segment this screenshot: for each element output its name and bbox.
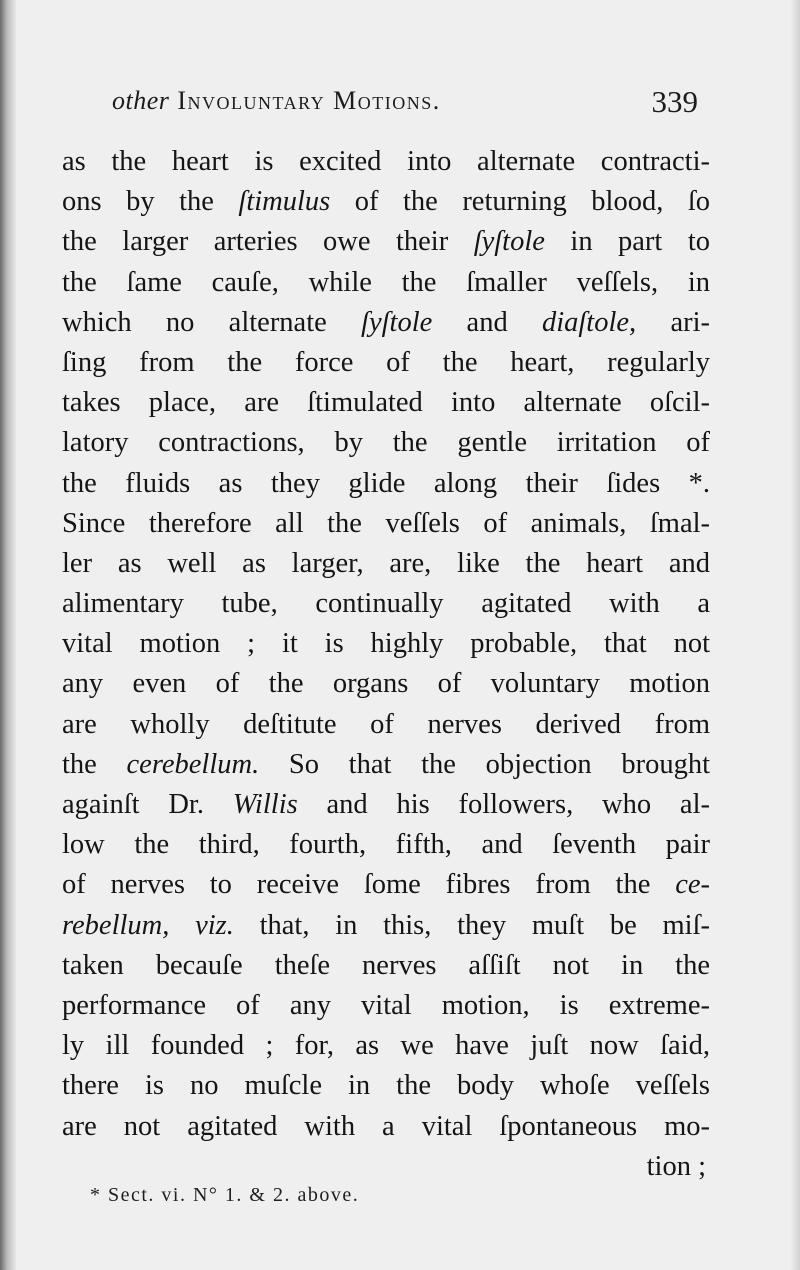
text-segment: the larger arteries owe their (62, 226, 474, 258)
text-segment: that, in this, they muſt be miſ- (233, 909, 710, 941)
italic-text-segment: ce- (675, 869, 710, 901)
text-line (62, 423, 710, 463)
italic-text-segment: ſyſtole (473, 226, 545, 258)
italic-text-segment: cerebellum. (126, 748, 260, 780)
text-line (62, 705, 710, 745)
text-segment: ly ill founded ; for, as we have juſt now ſaid, (62, 1030, 710, 1062)
text-line (62, 1066, 710, 1106)
text-line (62, 785, 710, 825)
text-segment: of the returning blood, ſo (330, 186, 710, 218)
text-segment: latory contractions, by the gentle irritation of (62, 427, 710, 459)
body-text (62, 142, 710, 1187)
text-segment: ari- (636, 306, 710, 338)
text-line (62, 825, 710, 865)
text-line (62, 986, 710, 1026)
text-line (62, 1107, 710, 1147)
text-segment: Since therefore all the veſſels of animals, ſmal- (62, 507, 710, 539)
text-segment: in part to (544, 226, 710, 258)
text-segment: and (432, 306, 542, 338)
text-line (62, 142, 710, 182)
text-line (62, 865, 710, 905)
text-segment: taken becauſe theſe nerves aſſiſt not in the (62, 949, 710, 981)
text-segment: the fluids as they glide along their ſides *. (62, 467, 710, 499)
text-segment: are not agitated with a vital ſpontaneous mo- (62, 1110, 710, 1142)
text-line (62, 1147, 710, 1187)
running-title (112, 86, 441, 116)
text-segment: ſing from the force of the heart, regularly (62, 346, 710, 378)
text-line (62, 504, 710, 544)
text-segment: takes place, are ſtimulated into alternate oſcil- (62, 387, 710, 419)
italic-text-segment: ſtimulus (238, 186, 331, 218)
text-segment: which no alternate (62, 306, 362, 338)
italic-text-segment: Willis (232, 789, 298, 820)
italic-text-segment: rebellum, viz. (62, 909, 234, 941)
text-line (62, 946, 710, 986)
text-segment: performance of any vital motion, is extreme- (62, 989, 710, 1021)
text-line (62, 383, 710, 423)
text-line (62, 464, 710, 504)
text-line (62, 182, 710, 222)
binding-gutter-shadow (0, 0, 16, 1270)
text-line (62, 584, 710, 624)
text-segment: alimentary tube, continually agitated with a (62, 588, 710, 620)
text-line (62, 544, 710, 584)
text-segment: the ſame cauſe, while the ſmaller veſſels, in (62, 266, 710, 298)
footnote: * Sect. vi. N° 1. & 2. above. (90, 1184, 360, 1206)
text-line (62, 624, 710, 664)
text-segment: vital motion ; it is highly probable, that not (62, 628, 710, 660)
text-segment: are wholly deſtitute of nerves derived from (62, 708, 710, 740)
text-segment: any even of the organs of voluntary motion (62, 668, 710, 700)
page-header (112, 82, 712, 124)
text-line (62, 222, 710, 262)
running-title-italic: other (112, 86, 170, 115)
text-segment: the (62, 748, 127, 780)
text-segment: againſt Dr. (62, 789, 233, 820)
text-line (62, 745, 710, 785)
text-segment: So that the objection brought (259, 748, 710, 780)
italic-text-segment: diaſtole, (541, 306, 637, 338)
text-segment: and his followers, who al- (297, 789, 710, 820)
running-title-caps: Involuntary Motions. (177, 86, 441, 115)
page-edge-shadow (790, 0, 800, 1270)
text-line (62, 303, 710, 343)
text-line (62, 664, 710, 704)
text-segment: low the third, fourth, fifth, and ſeventh pair (62, 829, 710, 861)
text-segment: of nerves to receive ſome fibres from the (62, 869, 676, 901)
text-line (62, 906, 710, 946)
text-segment: tion ; (646, 1150, 706, 1182)
text-segment: as the heart is excited into alternate contracti- (62, 146, 710, 177)
page-number: 339 (651, 84, 698, 119)
text-line (62, 343, 710, 383)
italic-text-segment: ſyſtole (361, 306, 433, 338)
text-segment: ons by the (62, 186, 239, 218)
text-line (62, 1026, 710, 1066)
text-segment: ler as well as larger, are, like the heart and (62, 547, 710, 579)
text-segment: there is no muſcle in the body whoſe veſſels (62, 1070, 710, 1102)
text-line (62, 263, 710, 303)
